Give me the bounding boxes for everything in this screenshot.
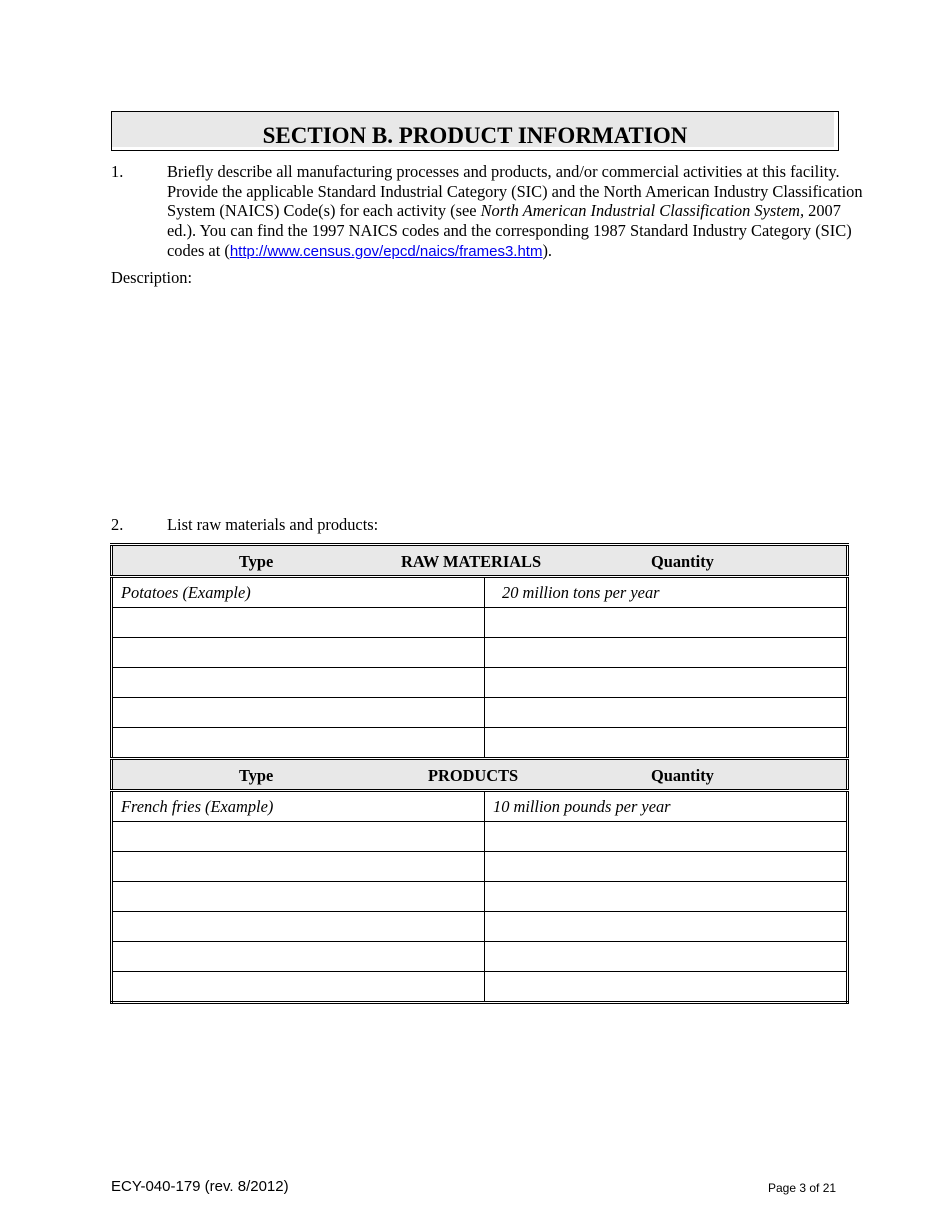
table-row: [112, 912, 848, 942]
products-header: [112, 759, 848, 791]
raw-quantity-header: Quantity: [651, 552, 714, 571]
question-1-number: 1.: [111, 162, 124, 181]
table-row: [112, 698, 848, 728]
product-quantity-cell[interactable]: [485, 942, 848, 972]
raw-quantity-cell[interactable]: [485, 668, 848, 698]
raw-type-header: Type: [239, 552, 274, 571]
raw-materials-header: [112, 545, 848, 577]
form-id: ECY-040-179 (rev. 8/2012): [111, 1178, 289, 1195]
product-quantity-cell[interactable]: [485, 822, 848, 852]
question-1-text-italic: North American Industrial Classification System,: [480, 201, 805, 221]
raw-type-cell[interactable]: [112, 608, 485, 638]
question-2-text: List raw materials and products:: [167, 515, 379, 534]
product-type-cell[interactable]: [112, 882, 485, 912]
question-1-text-b: 2007 ed.). You can find the 1997 NAICS codes and the corresponding 1987 Standard Industry Category (SIC) codes at (: [167, 201, 852, 260]
products-title: PRODUCTS: [428, 766, 519, 785]
product-type-cell[interactable]: French fries (Example): [112, 791, 485, 822]
table-row: [112, 852, 848, 882]
table-row: [112, 638, 848, 668]
section-header: [111, 111, 839, 151]
product-quantity-cell[interactable]: [485, 912, 848, 942]
table-row: [112, 972, 848, 1003]
raw-type-cell[interactable]: [112, 668, 485, 698]
raw-quantity-cell[interactable]: [485, 638, 848, 668]
raw-type-cell[interactable]: [112, 698, 485, 728]
product-quantity-header: Quantity: [651, 766, 714, 785]
table-row: [112, 882, 848, 912]
product-type-header: Type: [239, 766, 274, 785]
question-1-text-c: ).: [542, 240, 553, 260]
table-row: [112, 791, 848, 822]
product-quantity-cell[interactable]: [485, 972, 848, 1003]
question-1-text-a: Briefly describe all manufacturing processes and products, and/or commercial activities at this facility. Provide the applicable Standard Industrial Category (SIC) and the North American Industry Classification System (NAICS) Code(s) for each activity (see: [167, 162, 863, 221]
naics-link[interactable]: http://www.census.gov/epcd/naics/frames3.htm: [229, 242, 543, 260]
product-type-cell[interactable]: [112, 972, 485, 1003]
raw-quantity-cell[interactable]: [485, 698, 848, 728]
raw-materials-title: RAW MATERIALS: [401, 552, 542, 571]
question-1-text: [167, 162, 867, 262]
product-quantity-cell[interactable]: [485, 852, 848, 882]
table-row: [112, 668, 848, 698]
page-number: Page 3 of 21: [768, 1181, 837, 1195]
table-row: [112, 577, 848, 608]
raw-type-cell[interactable]: [112, 728, 485, 759]
question-2-number: 2.: [111, 515, 124, 534]
section-title: SECTION B. PRODUCT INFORMATION: [262, 123, 688, 148]
product-type-cell[interactable]: [112, 852, 485, 882]
table-row: [112, 608, 848, 638]
product-quantity-cell[interactable]: [485, 882, 848, 912]
raw-quantity-cell[interactable]: 20 million tons per year: [485, 577, 848, 608]
product-quantity-cell[interactable]: 10 million pounds per year: [485, 791, 848, 822]
table-row: [112, 942, 848, 972]
product-type-cell[interactable]: [112, 822, 485, 852]
materials-table: [110, 543, 849, 1004]
raw-quantity-cell[interactable]: [485, 608, 848, 638]
raw-quantity-cell[interactable]: [485, 728, 848, 759]
table-row: [112, 822, 848, 852]
raw-type-cell[interactable]: [112, 638, 485, 668]
product-type-cell[interactable]: [112, 912, 485, 942]
product-type-cell[interactable]: [112, 942, 485, 972]
raw-type-cell[interactable]: Potatoes (Example): [112, 577, 485, 608]
table-row: [112, 728, 848, 759]
description-label: Description:: [111, 268, 193, 287]
